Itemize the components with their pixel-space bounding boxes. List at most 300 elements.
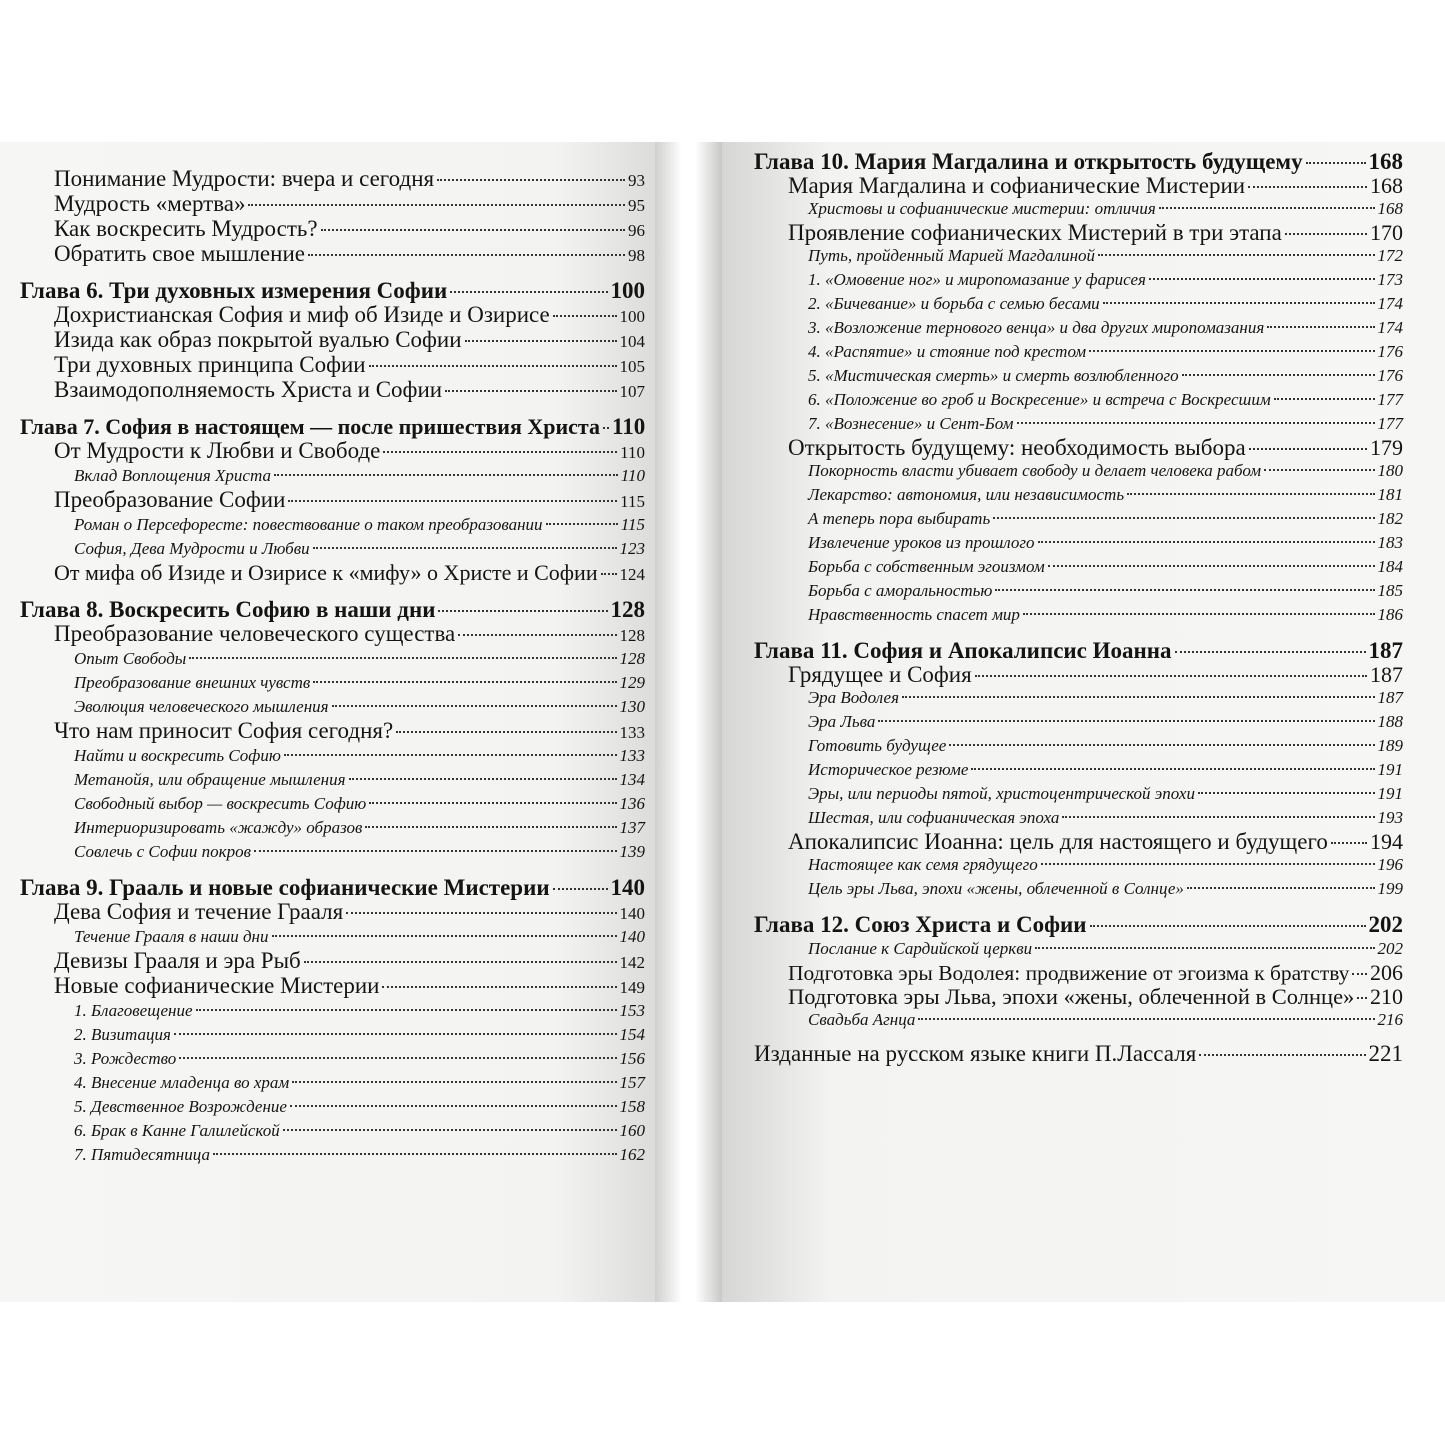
toc-page-number: 100 xyxy=(619,307,645,326)
toc-entry xyxy=(20,647,645,671)
toc-entry-title: Извлечение уроков из прошлого xyxy=(808,533,1035,552)
dot-leader xyxy=(1306,162,1366,164)
dot-leader xyxy=(1187,887,1375,889)
dot-leader xyxy=(313,681,616,683)
dot-leader xyxy=(284,754,617,756)
toc-page-number: 153 xyxy=(619,1001,645,1020)
toc-entry xyxy=(754,806,1403,830)
dot-leader xyxy=(1199,1054,1365,1056)
toc-entry xyxy=(20,792,645,816)
toc-page-number: 176 xyxy=(1377,366,1403,385)
toc-entry xyxy=(20,744,645,768)
dot-leader xyxy=(1352,973,1367,975)
toc-entry xyxy=(20,1023,645,1047)
dot-leader xyxy=(601,573,617,575)
dot-leader xyxy=(1089,350,1374,352)
toc-page-number: 134 xyxy=(619,770,645,789)
dot-leader xyxy=(349,778,617,780)
dot-leader xyxy=(1182,374,1375,376)
toc-entry-title: Глава 10. Мария Магдалина и открытость будущему xyxy=(754,149,1303,174)
toc-entry xyxy=(754,316,1403,340)
toc-entry xyxy=(754,830,1403,853)
toc-page-number: 186 xyxy=(1377,605,1403,624)
toc-entry-title: Глава 9. Грааль и новые софианические Мистерии xyxy=(20,875,550,900)
toc-right xyxy=(754,150,1403,1066)
dot-leader xyxy=(179,1057,616,1059)
toc-page-number: 130 xyxy=(619,697,645,716)
dot-leader xyxy=(993,517,1374,519)
toc-entry xyxy=(20,768,645,792)
toc-entry-title: Новые софианические Мистерии xyxy=(54,973,380,998)
toc-entry xyxy=(20,439,645,464)
toc-page-number: 199 xyxy=(1377,879,1403,898)
dot-leader xyxy=(174,1033,617,1035)
toc-entry-title: 1. Благовещение xyxy=(74,1001,193,1020)
toc-entry xyxy=(754,1042,1403,1066)
toc-page-number: 174 xyxy=(1377,294,1403,313)
toc-entry xyxy=(754,531,1403,555)
toc-entry xyxy=(754,603,1403,627)
dot-leader xyxy=(290,1105,617,1107)
dot-leader xyxy=(1098,254,1374,256)
toc-chapter xyxy=(754,639,1403,663)
toc-entry xyxy=(20,900,645,925)
toc-page-number: 188 xyxy=(1377,712,1403,731)
toc-entry-title: 5. Девственное Возрождение xyxy=(74,1097,287,1116)
toc-page-number: 187 xyxy=(1368,638,1403,663)
toc-entry xyxy=(754,663,1403,686)
toc-page-number: 137 xyxy=(619,818,645,837)
toc-page-number: 115 xyxy=(620,515,645,534)
dot-leader xyxy=(396,731,616,733)
dot-leader xyxy=(274,474,618,476)
left-page xyxy=(0,142,655,1302)
toc-page-number: 182 xyxy=(1377,509,1403,528)
dot-leader xyxy=(369,802,616,804)
toc-entry-title: Опыт Свободы xyxy=(74,649,187,668)
toc-page-number: 194 xyxy=(1370,829,1403,854)
toc-entry xyxy=(20,999,645,1023)
toc-entry xyxy=(754,1008,1403,1032)
toc-page-number: 140 xyxy=(610,875,645,900)
dot-leader xyxy=(369,365,617,367)
toc-page-number: 191 xyxy=(1377,760,1403,779)
toc-page-number: 216 xyxy=(1377,1010,1403,1029)
toc-entry-title: Историческое резюме xyxy=(808,760,969,779)
toc-entry-title: 2. «Бичевание» и борьба с семью бесами xyxy=(808,294,1100,313)
dot-leader xyxy=(1357,997,1367,999)
toc-page-number: 185 xyxy=(1377,581,1403,600)
toc-entry xyxy=(754,340,1403,364)
toc-entry-title: Преобразование человеческого существа xyxy=(54,621,456,646)
toc-page-number: 187 xyxy=(1377,688,1403,707)
toc-entry xyxy=(20,1071,645,1095)
toc-entry-title: Эра Льва xyxy=(808,712,876,731)
toc-page-number: 128 xyxy=(610,597,645,622)
dot-leader xyxy=(1159,207,1375,209)
toc-page-number: 172 xyxy=(1377,246,1403,265)
dot-leader xyxy=(1285,233,1367,235)
dot-leader xyxy=(450,291,607,293)
dot-leader xyxy=(1038,541,1375,543)
toc-entry-title: Метанойя, или обращение мышления xyxy=(74,770,346,789)
toc-entry xyxy=(20,303,645,328)
toc-entry-title: 4. «Распятие» и стояние под крестом xyxy=(808,342,1087,361)
toc-entry xyxy=(754,758,1403,782)
toc-entry xyxy=(754,782,1403,806)
toc-entry-title: Грядущее и София xyxy=(788,662,972,687)
toc-entry-title: Эволюция человеческого мышления xyxy=(74,697,329,716)
toc-entry-title: Готовить будущее xyxy=(808,736,947,755)
toc-entry-title: Борьба с аморальностью xyxy=(808,581,993,600)
dot-leader xyxy=(292,1081,616,1083)
toc-page-number: 124 xyxy=(619,565,645,584)
toc-entry xyxy=(754,507,1403,531)
toc-entry-title: Преобразование внешних чувств xyxy=(74,673,311,692)
toc-entry xyxy=(20,192,645,217)
toc-page-number: 177 xyxy=(1377,414,1403,433)
toc-page-number: 133 xyxy=(619,723,645,742)
toc-page-number: 177 xyxy=(1377,390,1403,409)
toc-entry-title: Дева София и течение Грааля xyxy=(54,899,344,924)
toc-entry xyxy=(20,622,645,647)
toc-entry xyxy=(20,513,645,537)
dot-leader xyxy=(313,547,617,549)
toc-page-number: 139 xyxy=(619,842,645,861)
toc-entry-title: Глава 12. Союз Христа и Софии xyxy=(754,912,1087,937)
dot-leader xyxy=(438,610,607,612)
toc-entry xyxy=(20,378,645,403)
toc-chapter xyxy=(20,415,645,439)
toc-chapter xyxy=(20,279,645,303)
toc-entry-title: А теперь пора выбирать xyxy=(808,509,991,528)
toc-page-number: 115 xyxy=(620,492,645,511)
toc-page-number: 128 xyxy=(619,649,645,668)
toc-page-number: 193 xyxy=(1377,808,1403,827)
toc-entry-title: Понимание Мудрости: вчера и сегодня xyxy=(54,166,435,191)
toc-page-number: 149 xyxy=(619,978,645,997)
toc-entry xyxy=(754,985,1403,1008)
toc-page-number: 189 xyxy=(1377,736,1403,755)
dot-leader xyxy=(382,986,616,988)
toc-entry-title: 1. «Омовение ног» и миропомазание у фарисея xyxy=(808,270,1146,289)
dot-leader xyxy=(321,229,625,231)
toc-entry-title: 7. «Вознесение» и Сент-Бом xyxy=(808,414,1014,433)
toc-entry-title: Путь, пройденный Марией Магдалиной xyxy=(808,246,1096,265)
toc-page-number: 136 xyxy=(619,794,645,813)
toc-page-number: 140 xyxy=(619,904,645,923)
toc-page-number: 98 xyxy=(628,246,645,265)
toc-page-number: 142 xyxy=(619,953,645,972)
toc-entry-title: Эры, или периоды пятой, христоцентрической эпохи xyxy=(808,784,1195,803)
dot-leader xyxy=(1127,493,1374,495)
toc-page-number: 107 xyxy=(619,382,645,401)
toc-entry xyxy=(754,292,1403,316)
dot-leader xyxy=(553,315,617,317)
toc-entry xyxy=(754,244,1403,268)
toc-entry-title: Подготовка эры Водолея: продвижение от эгоизма к братству xyxy=(788,961,1350,985)
toc-entry xyxy=(754,436,1403,459)
toc-entry-title: Глава 7. София в настоящем — после пришествия Христа xyxy=(20,414,600,439)
toc-entry-title: 5. «Мистическая смерть» и смерть возлюбленного xyxy=(808,366,1179,385)
dot-leader xyxy=(1175,651,1366,653)
toc-entry-title: Христовы и софианические мистерии: отличия xyxy=(808,199,1156,218)
toc-entry-title: Взаимодополняемость Христа и Софии xyxy=(54,377,443,402)
toc-page-number: 196 xyxy=(1377,855,1403,874)
dot-leader xyxy=(465,340,617,342)
toc-chapter xyxy=(754,150,1403,174)
toc-entry-title: 6. «Положение во гроб и Воскресение» и встреча с Воскресшим xyxy=(808,390,1271,409)
toc-page-number: 179 xyxy=(1370,435,1403,460)
toc-entry xyxy=(20,1047,645,1071)
toc-entry-title: София, Дева Мудрости и Любви xyxy=(74,539,310,558)
toc-entry-title: Шестая, или софианическая эпоха xyxy=(808,808,1060,827)
toc-page-number: 174 xyxy=(1377,318,1403,337)
toc-page-number: 181 xyxy=(1377,485,1403,504)
toc-page-number: 191 xyxy=(1377,784,1403,803)
dot-leader xyxy=(1267,326,1374,328)
toc-page-number: 100 xyxy=(610,278,645,303)
toc-entry xyxy=(754,961,1403,985)
dot-leader xyxy=(1248,186,1367,188)
toc-entry-title: Вклад Воплощения Христа xyxy=(74,466,271,485)
toc-entry xyxy=(754,268,1403,292)
toc-chapter xyxy=(20,876,645,900)
dot-leader xyxy=(1090,925,1366,927)
toc-entry-title: Лекарство: автономия, или независимость xyxy=(808,485,1125,504)
toc-page-number: 140 xyxy=(619,927,645,946)
toc-entry-title: 3. «Возложение тернового венца» и два других миропомазания xyxy=(808,318,1265,337)
toc-page-number: 162 xyxy=(619,1145,645,1164)
toc-entry-title: Глава 8. Воскресить Софию в наши дни xyxy=(20,597,436,622)
toc-entry-title: Глава 6. Три духовных измерения Софии xyxy=(20,278,448,303)
dot-leader xyxy=(1249,448,1367,450)
toc-entry-title: Свадьба Агнца xyxy=(808,1010,916,1029)
toc-entry xyxy=(754,555,1403,579)
toc-page-number: 123 xyxy=(619,539,645,558)
toc-page-number: 168 xyxy=(1370,173,1403,198)
toc-page-number: 95 xyxy=(628,196,645,215)
dot-leader xyxy=(1274,398,1375,400)
toc-entry xyxy=(20,1095,645,1119)
toc-entry-title: 2. Визитация xyxy=(74,1025,171,1044)
dot-leader xyxy=(288,500,617,502)
dot-leader xyxy=(975,675,1367,677)
toc-entry xyxy=(754,579,1403,603)
dot-leader xyxy=(383,451,617,453)
dot-leader xyxy=(365,826,616,828)
toc-entry-title: 3. Рождество xyxy=(74,1049,177,1068)
toc-entry xyxy=(20,353,645,378)
dot-leader xyxy=(1023,613,1375,615)
toc-entry-title: Найти и воскресить Софию xyxy=(74,746,281,765)
dot-leader xyxy=(918,1018,1374,1020)
toc-entry-title: Три духовных принципа Софии xyxy=(54,352,366,377)
toc-chapter xyxy=(754,913,1403,937)
toc-entry-title: Дохристианская София и миф об Изиде и Озирисе xyxy=(54,302,550,327)
toc-entry xyxy=(754,483,1403,507)
toc-entry xyxy=(754,197,1403,221)
book-gutter xyxy=(655,142,722,1302)
toc-entry-title: Изданные на русском языке книги П.Лассаля xyxy=(754,1041,1197,1066)
toc-entry xyxy=(754,221,1403,244)
toc-entry xyxy=(754,710,1403,734)
toc-entry-title: Глава 11. София и Апокалипсис Иоанна xyxy=(754,638,1172,663)
toc-entry xyxy=(20,949,645,974)
toc-entry xyxy=(20,1119,645,1143)
toc-page-number: 110 xyxy=(620,443,645,462)
toc-page-number: 128 xyxy=(619,626,645,645)
dot-leader xyxy=(1062,816,1374,818)
toc-entry-title: Свободный выбор — воскресить Софию xyxy=(74,794,367,813)
dot-leader xyxy=(1048,565,1375,567)
toc-page-number: 206 xyxy=(1370,960,1403,985)
toc-entry-title: Борьба с собственным эгоизмом xyxy=(808,557,1045,576)
toc-entry xyxy=(20,671,645,695)
toc-page-number: 168 xyxy=(1368,149,1403,174)
toc-entry xyxy=(754,174,1403,197)
toc-entry-title: Цель эры Льва, эпохи «жены, облеченной в Солнце» xyxy=(808,879,1184,898)
toc-page-number: 176 xyxy=(1377,342,1403,361)
toc-entry xyxy=(754,364,1403,388)
toc-entry xyxy=(20,816,645,840)
toc-entry xyxy=(20,561,645,586)
dot-leader xyxy=(189,657,616,659)
dot-leader xyxy=(1331,842,1367,844)
toc-page-number: 183 xyxy=(1377,533,1403,552)
right-page xyxy=(722,142,1445,1302)
dot-leader xyxy=(308,254,625,256)
toc-entry xyxy=(20,719,645,744)
dot-leader xyxy=(995,589,1374,591)
dot-leader xyxy=(1198,792,1375,794)
toc-entry-title: 4. Внесение младенца во храм xyxy=(74,1073,290,1092)
toc-page-number: 104 xyxy=(619,332,645,351)
toc-entry xyxy=(754,686,1403,710)
dot-leader xyxy=(949,744,1374,746)
toc-entry xyxy=(20,328,645,353)
toc-entry xyxy=(20,1143,645,1167)
dot-leader xyxy=(553,888,608,890)
toc-entry-title: Течение Грааля в наши дни xyxy=(74,927,269,946)
toc-page-number: 105 xyxy=(619,357,645,376)
dot-leader xyxy=(1149,278,1375,280)
toc-left xyxy=(20,167,645,1167)
toc-page-number: 160 xyxy=(619,1121,645,1140)
dot-leader xyxy=(332,705,617,707)
toc-entry xyxy=(20,488,645,513)
toc-entry xyxy=(20,242,645,267)
toc-entry-title: Эра Водолея xyxy=(808,688,900,707)
toc-entry xyxy=(754,388,1403,412)
toc-entry-title: Нравственность спасет мир xyxy=(808,605,1020,624)
dot-leader xyxy=(1264,469,1374,471)
toc-page-number: 221 xyxy=(1368,1041,1403,1066)
toc-entry xyxy=(754,412,1403,436)
dot-leader xyxy=(878,720,1374,722)
toc-entry-title: Что нам приносит София сегодня? xyxy=(54,718,394,743)
toc-page-number: 156 xyxy=(619,1049,645,1068)
toc-entry xyxy=(20,925,645,949)
toc-entry-title: Настоящее как семя грядущего xyxy=(808,855,1038,874)
toc-page-number: 158 xyxy=(619,1097,645,1116)
dot-leader xyxy=(458,634,616,636)
toc-entry-title: Как воскресить Мудрость? xyxy=(54,216,318,241)
toc-page-number: 110 xyxy=(611,414,646,439)
toc-page-number: 202 xyxy=(1368,912,1403,937)
toc-entry xyxy=(20,167,645,192)
toc-entry xyxy=(754,877,1403,901)
toc-entry-title: Изида как образ покрытой вуалью Софии xyxy=(54,327,462,352)
dot-leader xyxy=(603,427,609,429)
toc-entry-title: Покорность власти убивает свободу и делает человека рабом xyxy=(808,461,1262,480)
toc-page-number: 157 xyxy=(619,1073,645,1092)
toc-entry xyxy=(20,840,645,864)
toc-page-number: 180 xyxy=(1377,461,1403,480)
dot-leader xyxy=(971,768,1374,770)
dot-leader xyxy=(445,390,616,392)
toc-entry-title: Послание к Сардийской церкви xyxy=(808,939,1033,958)
dot-leader xyxy=(254,850,617,852)
toc-page-number: 133 xyxy=(619,746,645,765)
toc-entry xyxy=(20,695,645,719)
toc-entry xyxy=(20,464,645,488)
dot-leader xyxy=(1035,947,1374,949)
toc-entry-title: Открытость будущему: необходимость выбора xyxy=(788,435,1246,460)
toc-page-number: 96 xyxy=(628,221,645,240)
toc-entry xyxy=(20,537,645,561)
toc-entry-title: Проявление софианических Мистерий в три этапа xyxy=(788,220,1282,245)
toc-page-number: 173 xyxy=(1377,270,1403,289)
toc-page-number: 129 xyxy=(619,673,645,692)
toc-entry xyxy=(20,217,645,242)
toc-page-number: 210 xyxy=(1370,984,1403,1009)
dot-leader xyxy=(1017,422,1375,424)
toc-page-number: 170 xyxy=(1370,220,1403,245)
toc-page-number: 93 xyxy=(628,171,645,190)
dot-leader xyxy=(283,1129,617,1131)
toc-entry-title: Девизы Грааля и эра Рыб xyxy=(54,948,301,973)
toc-entry-title: 7. Пятидесятница xyxy=(74,1145,210,1164)
toc-page-number: 168 xyxy=(1377,199,1403,218)
dot-leader xyxy=(304,961,617,963)
toc-entry-title: Апокалипсис Иоанна: цель для настоящего и будущего xyxy=(788,829,1328,854)
toc-entry-title: От Мудрости к Любви и Свободе xyxy=(54,438,381,463)
toc-entry-title: Интериоризировать «жажду» образов xyxy=(74,818,363,837)
dot-leader xyxy=(346,912,616,914)
toc-entry-title: Подготовка эры Льва, эпохи «жены, облеченной в Солнце» xyxy=(788,984,1355,1009)
dot-leader xyxy=(902,696,1374,698)
toc-entry-title: 6. Брак в Канне Галилейской xyxy=(74,1121,280,1140)
dot-leader xyxy=(1103,302,1375,304)
toc-page-number: 187 xyxy=(1370,662,1403,687)
toc-entry-title: Обратить свое мышление xyxy=(54,241,305,266)
toc-entry xyxy=(754,459,1403,483)
toc-entry xyxy=(20,974,645,999)
toc-page-number: 110 xyxy=(620,466,645,485)
dot-leader xyxy=(272,935,617,937)
toc-entry-title: Мария Магдалина и софианические Мистерии xyxy=(788,173,1246,198)
toc-entry xyxy=(754,937,1403,961)
toc-entry-title: Мудрость «мертва» xyxy=(54,191,246,216)
toc-page-number: 184 xyxy=(1377,557,1403,576)
dot-leader xyxy=(1041,863,1375,865)
toc-chapter xyxy=(20,598,645,622)
toc-entry xyxy=(754,734,1403,758)
dot-leader xyxy=(213,1153,617,1155)
toc-entry-title: Роман о Персефоресте: повествование о таком преобразовании xyxy=(74,515,543,534)
toc-page-number: 154 xyxy=(619,1025,645,1044)
